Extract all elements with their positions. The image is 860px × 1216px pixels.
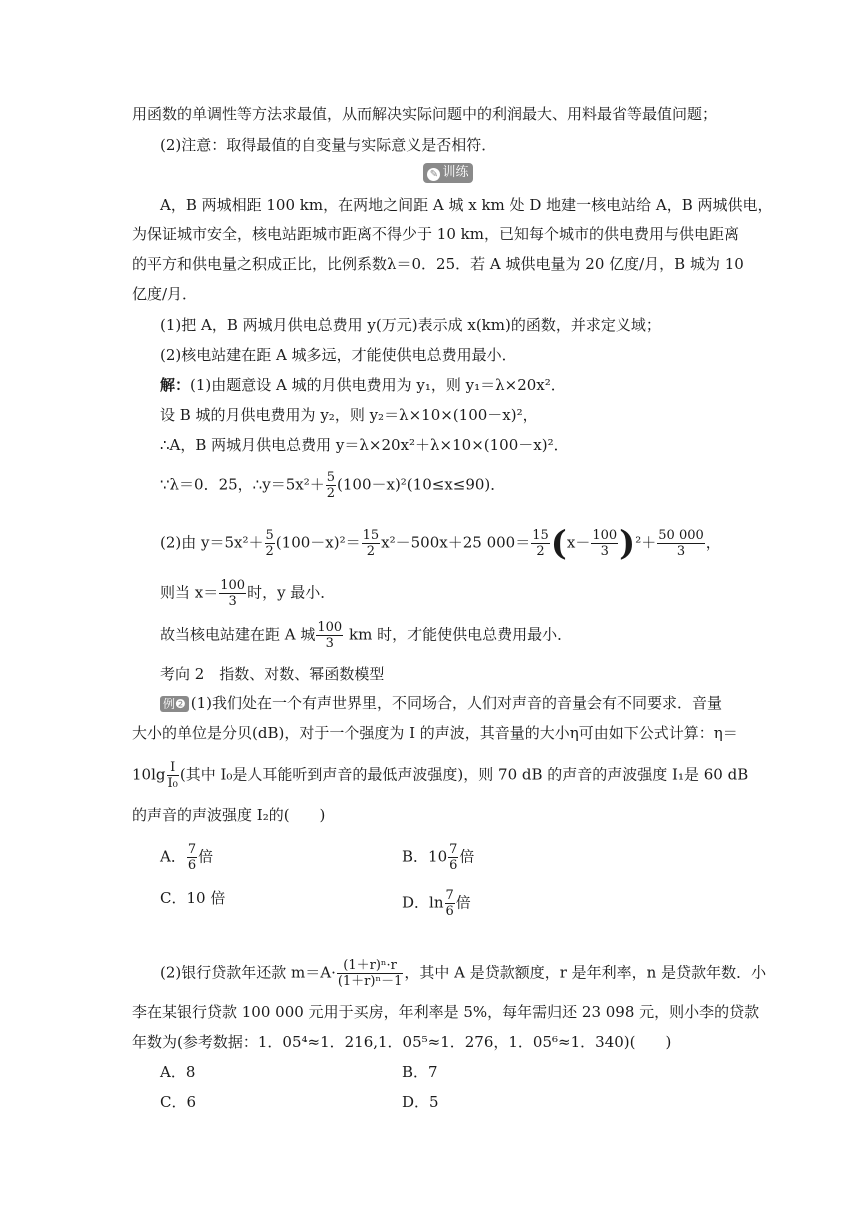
problem-line-2: 为保证城市安全，核电站距城市距离不得少于 10 km，已知每个城市的供电费用与供电距离 (132, 225, 739, 243)
solution-step-4 (160, 470, 505, 501)
step-5-part-a: (2)由 y＝5x²＋ (160, 533, 264, 552)
option-d-suffix: 倍 (455, 893, 471, 912)
fraction-I-I0 (167, 760, 179, 791)
step-7-part-b: km 时，才能使供电总费用最小． (348, 625, 573, 644)
frac-den: 2 (265, 544, 274, 559)
example-2-line-2: 大小的单位是分贝(dB)，对于一个强度为 I 的声波，其音量的大小η可由如下公式计算：η＝ (132, 724, 738, 742)
frac-num: 100 (317, 620, 343, 635)
option-d (402, 888, 471, 919)
option-a-label: A． (160, 847, 186, 866)
left-paren: ( (550, 523, 567, 564)
step-5-part-d: x－ (566, 533, 591, 552)
frac-den: 3 (228, 594, 237, 609)
solution-step-1 (160, 375, 566, 395)
frac-den: 3 (325, 636, 334, 651)
frac-den: I₀ (167, 776, 178, 791)
solution-step-6 (160, 578, 335, 609)
fraction-5-2 (326, 470, 336, 501)
fraction-5-2 (265, 528, 275, 559)
fraction-7-6 (445, 888, 455, 919)
frac-den: 3 (676, 544, 686, 559)
choice-b: B．7 (402, 1063, 438, 1081)
example-badge: 例❷ (160, 696, 189, 712)
fraction-15-2 (362, 528, 381, 559)
fraction-15-2 (531, 528, 550, 559)
example-2-part-2-line-1 (160, 958, 766, 989)
frac-den: 2 (326, 486, 335, 501)
problem-line-3: 的平方和供电量之积成正比，比例系数λ＝0．25．若 A 城供电量为 20 亿度/月，B 城为 10 (132, 255, 744, 273)
example-2-part-2-line-3: 年数为(参考数据：1．05⁴≈1．216,1．05⁵≈1．276，1．05⁶≈1．340)( ) (132, 1033, 672, 1051)
example-2-line-1 (160, 693, 722, 713)
frac-den: 3 (600, 544, 609, 559)
example-2-line-3 (132, 760, 748, 791)
section-heading: 考向 2 指数、对数、幂函数模型 (160, 665, 385, 683)
step-7-part-a: 故当核电站建在距 A 城 (160, 625, 316, 644)
example-2-line-4: 的声音的声波强度 I₂的( ) (132, 806, 326, 824)
example-2-line-1-text: (1)我们处在一个有声世界里，不同场合，人们对声音的音量会有不同要求．音量 (190, 694, 723, 712)
option-c: C．10 倍 (160, 889, 226, 907)
frac-num: 100 (220, 578, 246, 593)
problem-line-4: 亿度/月． (132, 285, 198, 303)
frac-num: 15 (532, 528, 549, 543)
step-4-part-b: (100－x)²(10≤x≤90)． (337, 475, 506, 494)
solution-step-2: 设 B 城的月供电费用为 y₂，则 y₂＝λ×10×(100－x)²， (160, 406, 538, 424)
fraction-100-3 (316, 620, 343, 651)
problem-line-1: A，B 两城相距 100 km，在两地之间距 A 城 x km 处 D 地建一核电站给 A，B 两城供电， (160, 196, 773, 214)
frac-num: (1＋r)ⁿ·r (337, 958, 404, 974)
choice-d: D．5 (402, 1093, 439, 1111)
question-2: (2)核电站建在距 A 城多远，才能使供电总费用最小． (160, 346, 517, 364)
frac-num: 50 000 (658, 528, 704, 543)
example-2-part-2-line-2: 李在某银行贷款 100 000 元用于买房，年利率是 5%，每年需归还 23 098 元，则小李的贷款 (132, 1003, 760, 1021)
frac-den: 2 (366, 544, 376, 559)
solution-step-3: ∴A，B 两城月供电总费用 y＝λ×20x²＋λ×10×(100－x)²． (160, 436, 569, 454)
choice-c: C．6 (160, 1093, 197, 1111)
frac-num: I (167, 760, 179, 776)
frac-num: 7 (449, 842, 458, 857)
step-6-part-b: 时，y 最小． (247, 583, 336, 602)
fraction-100-3 (219, 578, 246, 609)
choice-a: A．8 (160, 1063, 196, 1081)
right-paren: ) (619, 523, 636, 564)
log-prefix: 10lg (132, 765, 166, 784)
pencil-icon: ✎ (427, 168, 440, 181)
option-b-label: B．10 (402, 847, 448, 866)
training-tag-label: 训练 (442, 165, 469, 180)
frac-den: 2 (536, 544, 545, 559)
option-a (160, 842, 213, 873)
step-6-part-a: 则当 x＝ (160, 583, 219, 602)
frac-num: 7 (445, 888, 454, 903)
solution-step-7 (160, 620, 572, 651)
frac-den: 6 (187, 858, 197, 873)
option-a-suffix: 倍 (198, 847, 214, 866)
step-5-part-b: (100－x)²＝ (275, 533, 361, 552)
frac-num: 5 (326, 470, 335, 485)
fraction-50000-3 (657, 528, 705, 559)
option-d-label: D．ln (402, 893, 444, 912)
fraction-100-3 (591, 528, 618, 559)
solution-step-5 (160, 523, 721, 564)
intro-line-2: (2)注意：取得最值的自变量与实际意义是否相符． (160, 136, 497, 154)
frac-den: 6 (449, 858, 458, 873)
fraction-loan (337, 958, 404, 989)
example-2-line-3-text: (其中 I₀是人耳能听到声音的最低声波强度)，则 70 dB 的声音的声波强度 I₁是 60 dB (179, 765, 749, 784)
step-5-part-f: ， (705, 533, 721, 552)
loan-formula-suffix: ，其中 A 是贷款额度，r 是年利率，n 是贷款年数．小 (404, 963, 767, 982)
step-4-part-a: ∵λ＝0．25，∴y＝5x²＋ (160, 475, 325, 494)
solution-label: 解： (160, 376, 191, 394)
option-b-suffix: 倍 (459, 847, 475, 866)
frac-num: 15 (362, 528, 380, 543)
frac-num: 7 (187, 842, 197, 857)
training-tag (423, 163, 473, 183)
frac-num: 5 (265, 528, 274, 543)
frac-num: 100 (592, 528, 618, 543)
step-5-part-c: x²－500x＋25 000＝ (381, 533, 531, 552)
step-5-part-e: ²＋ (635, 533, 657, 552)
solution-step-1-text: (1)由题意设 A 城的月供电费用为 y₁，则 y₁＝λ×20x²． (190, 376, 566, 394)
question-1: (1)把 A，B 两城月供电总费用 y(万元)表示成 x(km)的函数，并求定义域； (160, 316, 661, 334)
loan-formula-prefix: (2)银行贷款年还款 m＝A· (160, 963, 336, 982)
frac-den: (1＋r)ⁿ－1 (337, 974, 403, 989)
fraction-7-6 (448, 842, 458, 873)
frac-den: 6 (445, 904, 454, 919)
fraction-7-6 (187, 842, 197, 873)
intro-line-1: 用函数的单调性等方法求最值，从而解决实际问题中的利润最大、用料最省等最值问题； (132, 105, 718, 123)
option-b (402, 842, 474, 873)
